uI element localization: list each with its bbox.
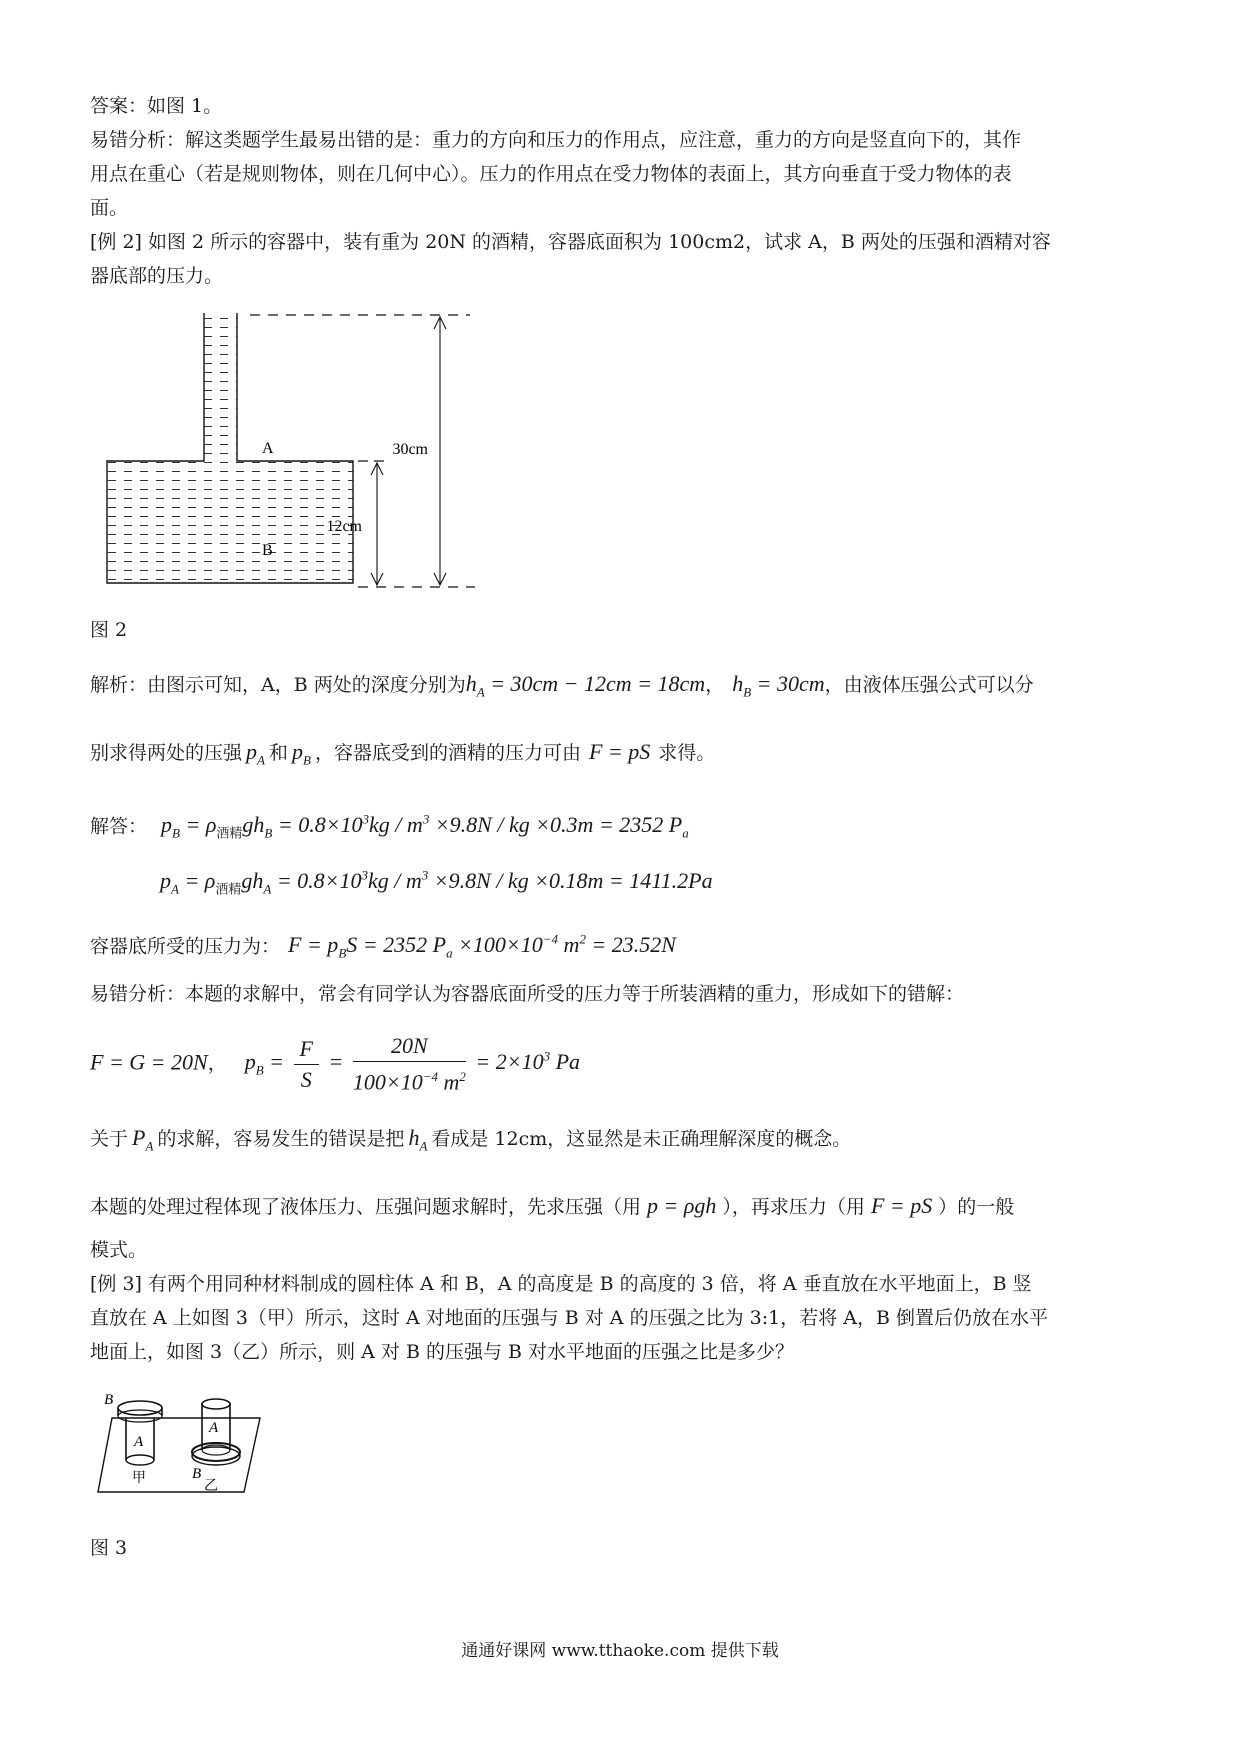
figure-3-cylinders-diagram (90, 1382, 290, 1502)
fig3-label-yi: 乙 (204, 1478, 218, 1494)
fig3-label-b1: B (104, 1392, 114, 1408)
figure-2-container-diagram (90, 305, 490, 595)
example-2-line-1: [例 2] 如图 2 所示的容器中，装有重为 20N 的酒精，容器底面积为 100cm2，试求 A，B 两处的压强和酒精对容 (90, 231, 1051, 253)
fig3-label-a1: A (134, 1434, 144, 1450)
example-3-line-3: 地面上，如图 3（乙）所示，则 A 对 B 的压强与 B 对水平地面的压强之比是多少？ (90, 1341, 795, 1363)
example-3-line-2: 直放在 A 上如图 3（甲）所示，这时 A 对地面的压强与 B 对 A 的压强之比为 3:1，若将 A，B 倒置后仍放在水平 (90, 1307, 1048, 1329)
solution-force: 容器底所受的压力为： $F = p_BS = 2352$ $P_a \times 100\times 10^{-4}$ $m^2 = 23.52N$ (90, 932, 676, 961)
wrong-solution-eq: F = G = 20N， $p_B$ = $\frac{F}{S}$ = $\frac{20N}{100\times 10^{-4} m^2}$ = $2\times 10^3$ Pa (90, 1033, 581, 1095)
answer-line: 答案：如图 1。 (90, 95, 223, 117)
error-analysis-line-2: 用点在重心（若是规则物体，则在几何中心）。压力的作用点在受力物体的表面上，其方向垂直于受力物体的表 (90, 163, 1012, 185)
fig3-label-jia: 甲 (132, 1470, 146, 1486)
label-b: B (262, 542, 273, 559)
analysis-line-1: 解析：由图示可知，A，B 两处的深度分别为$h_A = 30cm - 12cm = 18cm$， $h_B = 30cm$，由液体压强公式可以分 (90, 671, 1034, 700)
error-analysis-2-line: 易错分析：本题的求解中，常会有同学认为容器底面所受的压力等于所装酒精的重力，形成如下的错解： (90, 983, 965, 1005)
figure-3-caption: 图 3 (90, 1537, 128, 1559)
example-2-line-2: 器底部的压力。 (90, 265, 224, 287)
process-line-1: 本题的处理过程体现了液体压力、压强问题求解时，先求压强（用 p = ρgh ），再求压力（用 F = pS ）的一般 (90, 1193, 1015, 1218)
figure-2-caption: 图 2 (90, 619, 128, 641)
error-analysis-line-3: 面。 (90, 197, 129, 219)
example-3-line-1: [例 3] 有两个用同种材料制成的圆柱体 A 和 B，A 的高度是 B 的高度的 3 倍，将 A 垂直放在水平地面上，B 竖 (90, 1273, 1032, 1295)
solution-eq-pa: $p_A = \rho_{酒精}gh_A = 0.8\times 10^3kg / m^3 \times 9.8N$ / kg ×0.18m = 1411.2Pa (160, 868, 713, 897)
dimension-30cm: 30cm (392, 441, 428, 458)
error-analysis-line-1: 易错分析：解这类题学生最易出错的是：重力的方向和压力的作用点，应注意，重力的方向是竖直向下的，其作 (90, 129, 1022, 151)
error-analysis-pa-line: 关于 $P_A$ 的求解，容易发生的错误是把 $h_A$ 看成是 12cm，这显然是未正确理解深度的概念。 (90, 1125, 852, 1154)
solution-eq-pb: 解答： $p_B = \rho_{酒精}gh_B = 0.8\times 10^3kg / m^3 \times 9.8N$ / kg ×0.3m = 2352 $P_a$ (90, 812, 689, 841)
fig3-label-b2: B (192, 1466, 202, 1482)
analysis-line-2: 别求得两处的压强 $p_A$ 和 $p_B$ ，容器底受到的酒精的压力可由 F = pS 求得。 (90, 739, 716, 768)
page-footer: 通通好课网 www.tthaoke.com 提供下载 (461, 1641, 779, 1661)
process-line-2: 模式。 (90, 1239, 148, 1261)
fig3-label-a2: A (209, 1420, 219, 1436)
label-a: A (262, 440, 274, 457)
dimension-12cm: 12cm (326, 518, 362, 535)
